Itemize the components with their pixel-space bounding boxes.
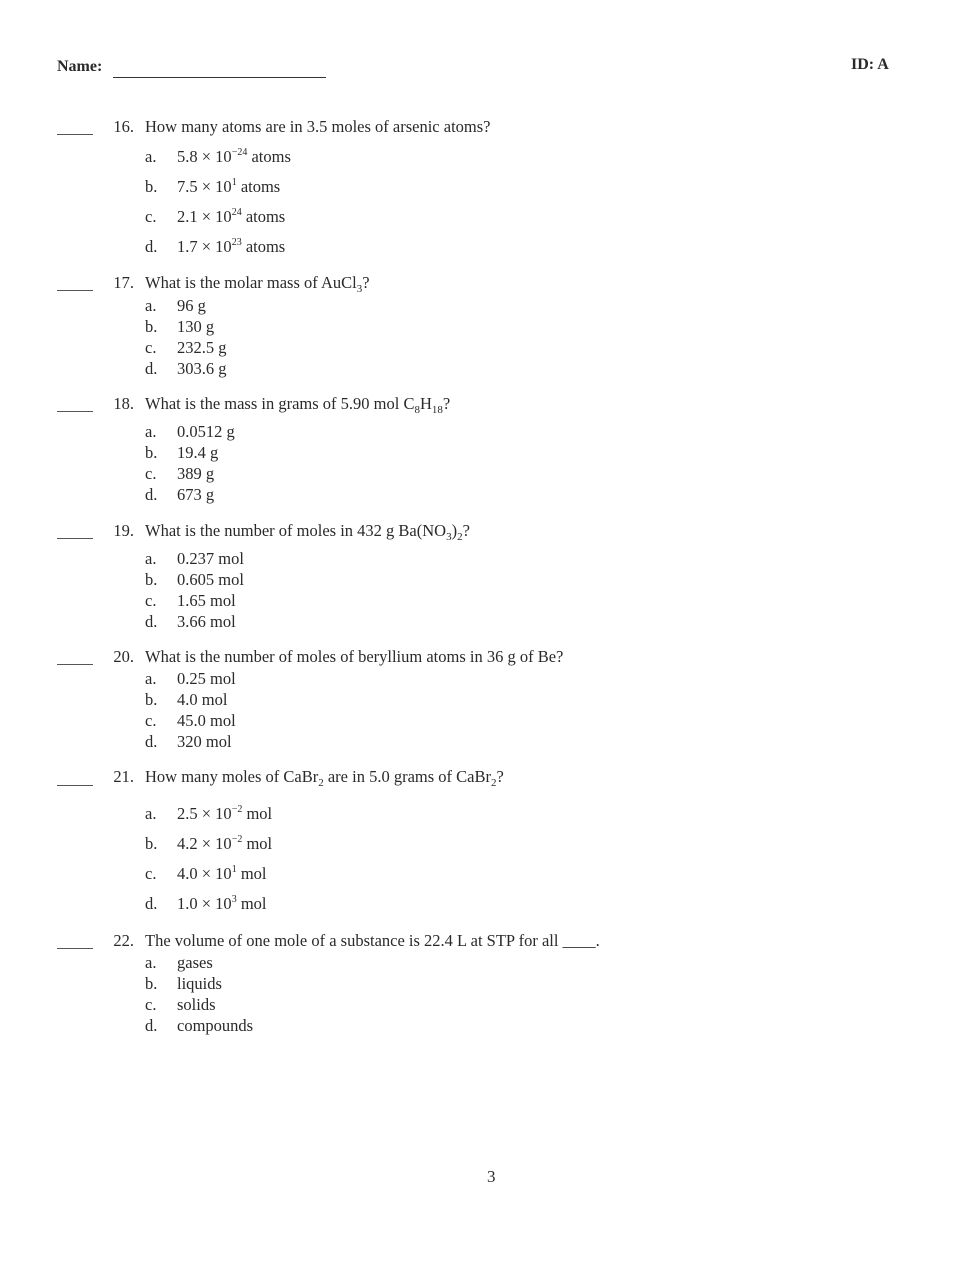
choice-mantissa: 1.0 × 10 [177, 894, 232, 913]
choice-c [145, 338, 227, 358]
choice-d [145, 1016, 253, 1036]
choice-text: 0.237 mol [177, 549, 244, 568]
choice-unit: atoms [247, 147, 291, 166]
choice-c [145, 864, 266, 884]
id-label: ID: A [851, 56, 889, 73]
question-number: 19. [113, 521, 134, 540]
choice-a [145, 549, 244, 569]
choice-text: gases [177, 953, 213, 972]
choice-exponent: 1 [231, 864, 237, 875]
choice-letter: d. [145, 894, 158, 913]
choice-text: 303.6 g [177, 359, 227, 378]
question-number: 20. [113, 647, 134, 666]
question-text: How many atoms are in 3.5 moles of arsenic atoms? [145, 117, 491, 136]
choice-d [145, 485, 214, 505]
choice-d [145, 359, 227, 379]
choice-c [145, 591, 236, 611]
name-blank-line [113, 77, 326, 78]
answer-blank [57, 538, 93, 539]
choice-exponent: −2 [231, 834, 243, 845]
subscript: 2 [318, 777, 324, 789]
choice-exponent: 23 [231, 237, 242, 248]
question-text: What is the number of moles of beryllium atoms in 36 g of Be? [145, 647, 564, 666]
page-number: 3 [487, 1167, 496, 1186]
question-number: 16. [113, 117, 134, 136]
choice-c [145, 995, 216, 1015]
choice-text: compounds [177, 1016, 254, 1035]
question-text: The volume of one mole of a substance is 22.4 L at STP for all ____. [145, 931, 600, 950]
choice-letter: d. [145, 1016, 158, 1035]
choice-a [145, 422, 235, 442]
choice-d [145, 894, 266, 914]
choice-exponent: −24 [231, 147, 248, 158]
choice-text: 232.5 g [177, 338, 227, 357]
question-text-part: ) [451, 521, 458, 540]
choice-letter: a. [145, 296, 157, 315]
choice-text: 4.0 mol [177, 690, 228, 709]
choice-letter: d. [145, 359, 158, 378]
answer-blank [57, 134, 93, 135]
question-text-part: What is the number of moles in 432 g Ba(NO [145, 521, 447, 540]
choice-text: 19.4 g [177, 443, 219, 462]
choice-unit: mol [236, 864, 267, 883]
question-number: 18. [113, 394, 134, 413]
choice-text: 673 g [177, 485, 215, 504]
choice-b [145, 834, 272, 854]
choice-letter: c. [145, 464, 157, 483]
choice-letter: a. [145, 422, 157, 441]
question-number: 22. [113, 931, 134, 950]
choice-text: liquids [177, 974, 222, 993]
question-text-part: ? [442, 394, 451, 413]
choice-mantissa: 2.1 × 10 [177, 207, 232, 226]
choice-b [145, 177, 280, 197]
choice-a [145, 669, 236, 689]
choice-mantissa: 7.5 × 10 [177, 177, 232, 196]
choice-d [145, 237, 285, 257]
choice-letter: b. [145, 974, 158, 993]
choice-letter: d. [145, 732, 158, 751]
choice-text: 0.0512 g [177, 422, 235, 441]
choice-letter: b. [145, 834, 158, 853]
question-text-part: What is the molar mass of AuCl [145, 273, 357, 292]
question-text [145, 767, 504, 787]
question-text [145, 273, 370, 293]
choice-mantissa: 1.7 × 10 [177, 237, 232, 256]
question-text [145, 521, 470, 541]
subscript: 3 [446, 531, 452, 543]
choice-text: 0.605 mol [177, 570, 244, 589]
choice-letter: d. [145, 612, 158, 631]
question-text-part: ? [462, 521, 470, 540]
subscript: 8 [414, 404, 420, 416]
choice-a [145, 953, 213, 973]
choice-text: 389 g [177, 464, 215, 483]
choice-letter: c. [145, 711, 157, 730]
answer-blank [57, 948, 93, 949]
choice-unit: mol [236, 894, 267, 913]
choice-unit: atoms [241, 237, 286, 256]
choice-text: 45.0 mol [177, 711, 236, 730]
choice-c [145, 464, 214, 484]
subscript: 2 [457, 531, 463, 543]
choice-letter: c. [145, 995, 157, 1014]
question-text [145, 394, 450, 414]
choice-letter: a. [145, 804, 157, 823]
question-number: 17. [113, 273, 134, 292]
choice-unit: atoms [236, 177, 281, 196]
choice-mantissa: 4.2 × 10 [177, 834, 232, 853]
choice-exponent: 1 [231, 177, 237, 188]
choice-d [145, 732, 232, 752]
choice-letter: b. [145, 570, 158, 589]
choice-text: 3.66 mol [177, 612, 236, 631]
answer-blank [57, 290, 93, 291]
choice-letter: b. [145, 443, 158, 462]
choice-letter: d. [145, 485, 158, 504]
question-number: 21. [113, 767, 134, 786]
name-label: Name: [57, 58, 103, 75]
question-text-part: H [419, 394, 432, 413]
question-text-part: How many moles of CaBr [145, 767, 319, 786]
choice-unit: atoms [241, 207, 286, 226]
choice-a [145, 296, 206, 316]
choice-text: 0.25 mol [177, 669, 236, 688]
choice-d [145, 612, 236, 632]
choice-letter: b. [145, 317, 158, 336]
choice-b [145, 974, 222, 994]
choice-c [145, 207, 285, 227]
choice-b [145, 690, 227, 710]
choice-text: 96 g [177, 296, 206, 315]
choice-b [145, 570, 244, 590]
choice-mantissa: 2.5 × 10 [177, 804, 232, 823]
choice-mantissa: 5.8 × 10 [177, 147, 232, 166]
question-text-part: What is the mass in grams of 5.90 mol C [145, 394, 415, 413]
choice-text: solids [177, 995, 216, 1014]
choice-a [145, 147, 291, 167]
question-text-part: ? [362, 273, 370, 292]
choice-exponent: 3 [231, 894, 237, 905]
choice-unit: mol [242, 804, 273, 823]
choice-letter: b. [145, 690, 158, 709]
question-text-part: are in 5.0 grams of CaBr [323, 767, 491, 786]
choice-letter: a. [145, 669, 157, 688]
choice-text: 130 g [177, 317, 215, 336]
subscript: 3 [356, 283, 363, 295]
choice-letter: a. [145, 549, 157, 568]
subscript: 18 [431, 404, 443, 416]
choice-b [145, 317, 214, 337]
answer-blank [57, 785, 93, 786]
choice-letter: c. [145, 591, 157, 610]
choice-letter: c. [145, 207, 157, 226]
choice-mantissa: 4.0 × 10 [177, 864, 232, 883]
answer-blank [57, 664, 93, 665]
choice-a [145, 804, 272, 824]
choice-b [145, 443, 218, 463]
question-text-part: ? [496, 767, 504, 786]
choice-c [145, 711, 236, 731]
choice-exponent: −2 [231, 804, 243, 815]
choice-exponent: 24 [231, 207, 242, 218]
choice-letter: a. [145, 147, 157, 166]
choice-letter: c. [145, 864, 157, 883]
choice-letter: a. [145, 953, 157, 972]
choice-text: 1.65 mol [177, 591, 236, 610]
choice-letter: b. [145, 177, 158, 196]
choice-unit: mol [242, 834, 273, 853]
choice-letter: d. [145, 237, 158, 256]
answer-blank [57, 411, 93, 412]
subscript: 2 [490, 777, 497, 789]
choice-letter: c. [145, 338, 157, 357]
choice-text: 320 mol [177, 732, 232, 751]
